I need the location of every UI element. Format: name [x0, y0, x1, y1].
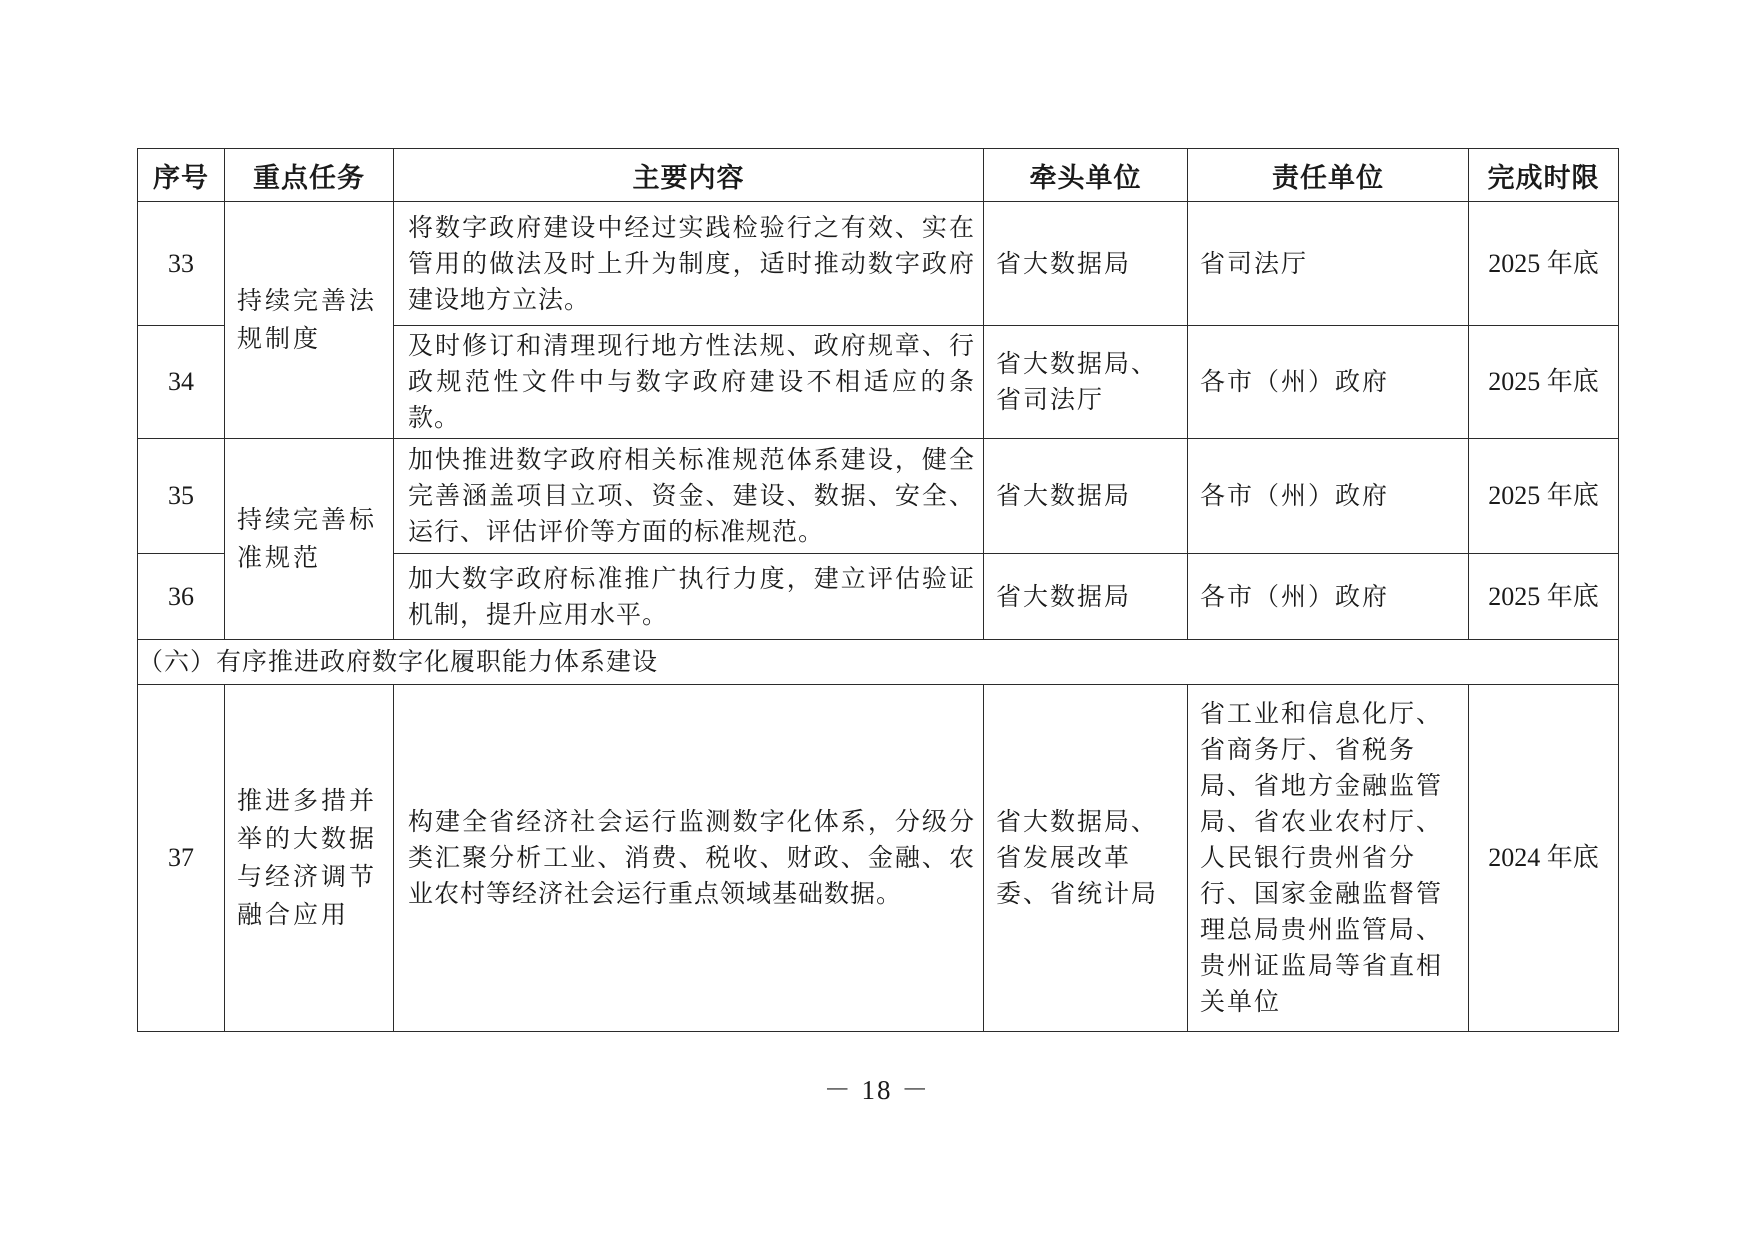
cell-responsible: 各市（州）政府	[1188, 554, 1469, 640]
cell-responsible: 各市（州）政府	[1188, 439, 1469, 554]
table-header-row	[138, 149, 1619, 202]
cell-no: 36	[138, 554, 225, 640]
section-heading-row	[138, 640, 1619, 685]
page-number: － 18 －	[823, 1075, 931, 1105]
header-deadline: 完成时限	[1469, 149, 1619, 202]
table-row	[138, 685, 1619, 1032]
cell-lead: 省大数据局	[984, 439, 1188, 554]
cell-task: 持续完善标准规范	[225, 439, 394, 640]
cell-no: 34	[138, 326, 225, 439]
cell-content: 加快推进数字政府相关标准规范体系建设，健全完善涵盖项目立项、资金、建设、数据、安全、运行、评估评价等方面的标准规范。	[394, 439, 984, 554]
cell-no: 35	[138, 439, 225, 554]
cell-no: 33	[138, 202, 225, 326]
header-content: 主要内容	[394, 149, 984, 202]
cell-lead: 省大数据局	[984, 202, 1188, 326]
cell-deadline: 2025 年底	[1469, 202, 1619, 326]
cell-content: 将数字政府建设中经过实践检验行之有效、实在管用的做法及时上升为制度，适时推动数字政府建设地方立法。	[394, 202, 984, 326]
section-heading: （六）有序推进政府数字化履职能力体系建设	[138, 640, 1619, 685]
cell-deadline: 2025 年底	[1469, 554, 1619, 640]
cell-responsible: 各市（州）政府	[1188, 326, 1469, 439]
cell-deadline: 2024 年底	[1469, 685, 1619, 1032]
cell-lead: 省大数据局、省司法厅	[984, 326, 1188, 439]
cell-deadline: 2025 年底	[1469, 326, 1619, 439]
cell-lead: 省大数据局	[984, 554, 1188, 640]
cell-responsible: 省司法厅	[1188, 202, 1469, 326]
header-no: 序号	[138, 149, 225, 202]
cell-lead: 省大数据局、省发展改革委、省统计局	[984, 685, 1188, 1032]
header-responsible: 责任单位	[1188, 149, 1469, 202]
cell-task: 持续完善法规制度	[225, 202, 394, 439]
cell-content: 加大数字政府标准推广执行力度，建立评估验证机制，提升应用水平。	[394, 554, 984, 640]
cell-no: 37	[138, 685, 225, 1032]
cell-deadline: 2025 年底	[1469, 439, 1619, 554]
header-lead: 牵头单位	[984, 149, 1188, 202]
cell-responsible: 省工业和信息化厅、省商务厅、省税务局、省地方金融监管局、省农业农村厅、人民银行贵州省分行、国家金融监督管理总局贵州监管局、贵州证监局等省直相关单位	[1188, 685, 1469, 1032]
header-task: 重点任务	[225, 149, 394, 202]
table-row	[138, 439, 1619, 554]
cell-content: 及时修订和清理现行地方性法规、政府规章、行政规范性文件中与数字政府建设不相适应的条款。	[394, 326, 984, 439]
task-table	[137, 148, 1619, 1032]
table-row	[138, 202, 1619, 326]
cell-task: 推进多措并举的大数据与经济调节融合应用	[225, 685, 394, 1032]
cell-content: 构建全省经济社会运行监测数字化体系，分级分类汇聚分析工业、消费、税收、财政、金融、农业农村等经济社会运行重点领域基础数据。	[394, 685, 984, 1032]
